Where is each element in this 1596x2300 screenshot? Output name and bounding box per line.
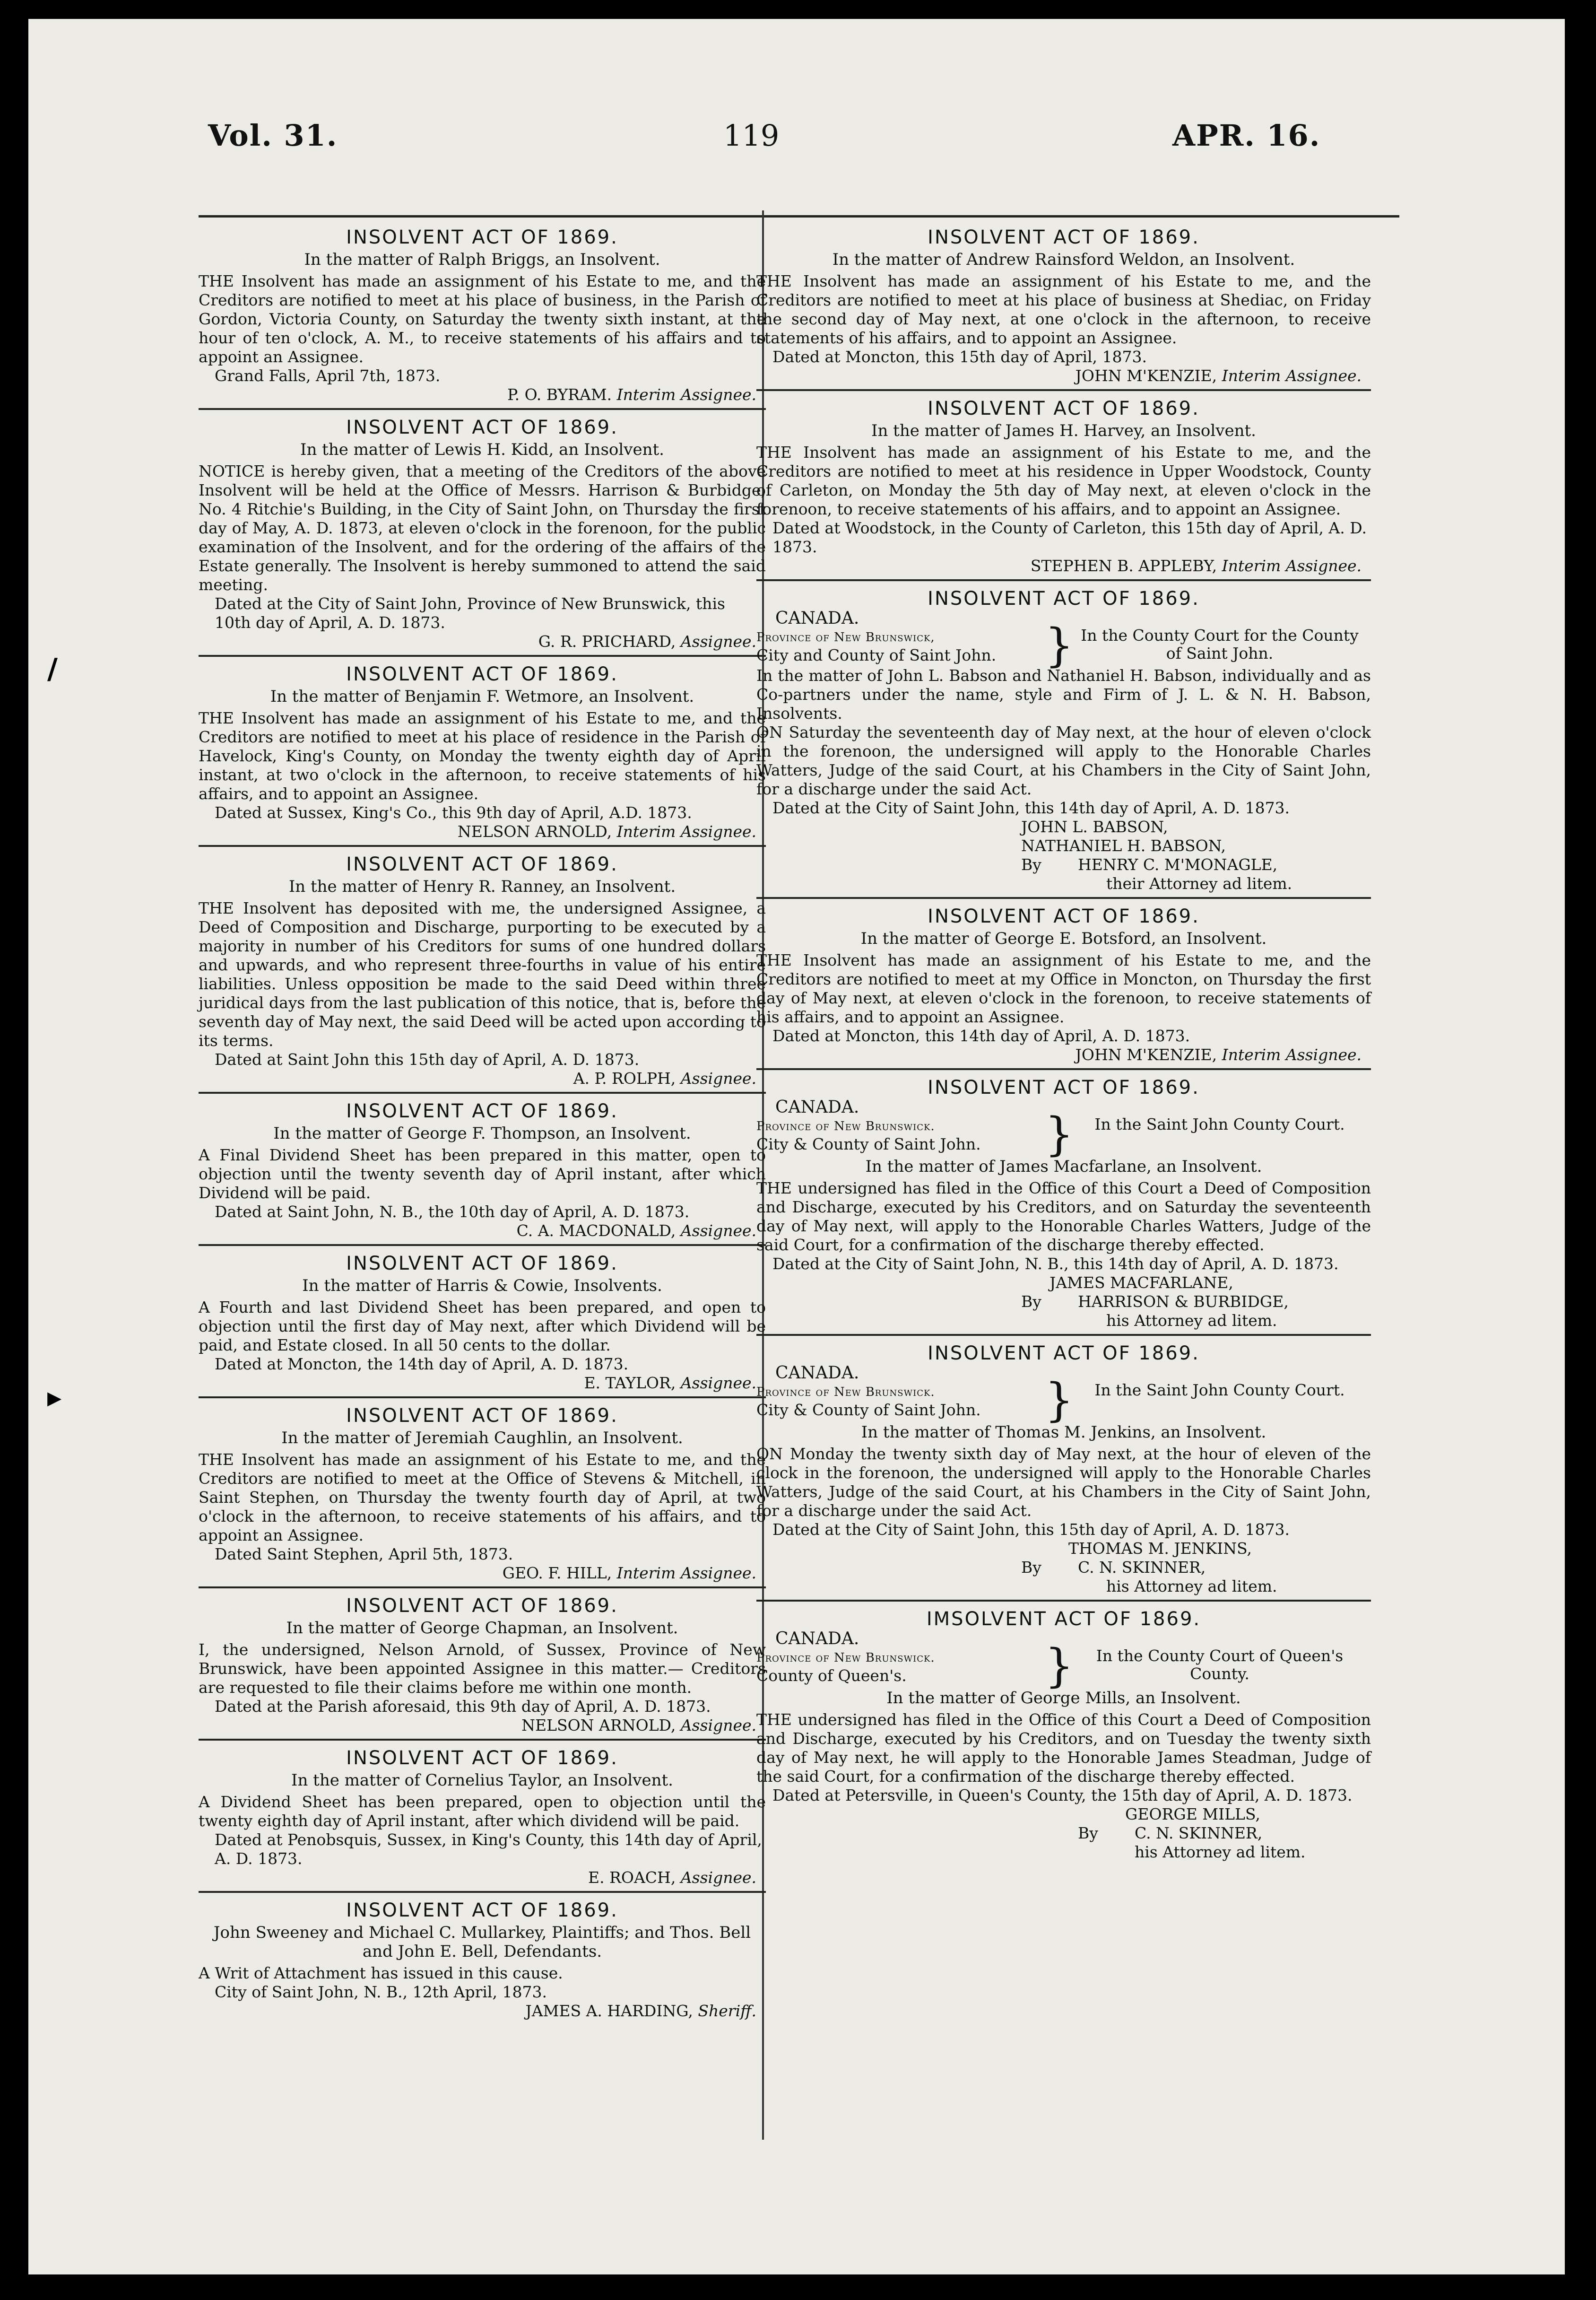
by-label: By (1078, 1824, 1098, 1842)
notice-matter: In the matter of Ralph Briggs, an Insolvent. (304, 250, 660, 269)
by-label: By (1021, 1292, 1041, 1311)
signer-role: Interim Assignee. (616, 385, 756, 404)
attorney-name: HARRISON & BURBIDGE, (1078, 1292, 1289, 1311)
notice-dated: Dated at the City of Saint John, Province of New Brunswick, this 10th day of April, A. D. 1873. (215, 594, 725, 632)
signer-role: Sheriff. (698, 2002, 756, 2020)
notice-dated: Dated Saint Stephen, April 5th, 1873. (215, 1545, 513, 1563)
signer-name: NATHANIEL H. BABSON, (1021, 836, 1226, 855)
notice-signature (199, 632, 766, 651)
signer-name: A. P. ROLPH, (573, 1069, 676, 1088)
signer-name: JAMES MACFARLANE, (1050, 1273, 1233, 1292)
signer-role: Assignee. (680, 1868, 756, 1887)
notice-body: A Dividend Sheet has been prepared, open to objection until the twenty eighth day of April instant, after which dividend will be paid. (199, 1793, 766, 1830)
notice-matter: In the matter of George Chapman, an Insolvent. (286, 1619, 678, 1638)
notice-matter: In the matter of Thomas M. Jenkins, an Insolvent. (861, 1423, 1266, 1442)
volume-number: Vol. 31. (208, 118, 338, 153)
notice-body: THE Insolvent has made an assignment of his Estate to me, and the Creditors are notified to meet at his place of business, in the Parish of Gordon, Victoria County, on Saturday the twenty sixth instant, at the hour of ten o'clock, A. M., to receive statements of his affairs and to appoint an Assignee. (199, 272, 766, 366)
notice-caughlin (199, 1398, 766, 1588)
notice-signature (756, 1045, 1371, 1064)
attorney-name: HENRY C. M'MONAGLE, (1078, 855, 1278, 874)
notice-dated: Dated at Moncton, this 15th day of April, 1873. (772, 348, 1147, 366)
notice-title: INSOLVENT ACT OF 1869. (346, 417, 618, 438)
notice-matter: In the matter of James Macfarlane, an Insolvent. (865, 1157, 1262, 1176)
notice-dated: Dated at Moncton, this 14th day of April, A. D. 1873. (772, 1027, 1190, 1045)
notice-dated: Dated at Sussex, King's Co., this 9th day of April, A.D. 1873. (215, 803, 692, 822)
notice-title: INSOLVENT ACT OF 1869. (346, 854, 618, 875)
notice-taylor (199, 1741, 766, 1893)
notice-dated: Dated at the City of Saint John, this 15th day of April, A. D. 1873. (772, 1520, 1290, 1539)
signer-name: THOMAS M. JENKINS, (1068, 1539, 1252, 1558)
signer-name: JOHN L. BABSON, (1021, 818, 1168, 836)
notice-dated: Grand Falls, April 7th, 1873. (215, 366, 441, 385)
notice-body: ON Saturday the seventeenth day of May next, at the hour of eleven o'clock in the forenoon, the undersigned will apply to the Honorable Charles Watters, Judge of the said Court, at his Chambers in the City of Saint John, for a discharge under the said Act. (756, 723, 1371, 798)
page-header (28, 109, 1565, 175)
notice-matter: In the matter of Jeremiah Caughlin, an Insolvent. (281, 1429, 683, 1447)
caption-court: In the County Court for the County of Saint John. (1081, 626, 1359, 662)
notice-body: THE undersigned has filed in the Office of this Court a Deed of Composition and Discharge, executed by his Creditors, and on Tuesday the twenty sixth day of May next, he will apply to the Honorable James Steadman, Judge of the said Court, for a confirmation of the discharge thereby effected. (756, 1710, 1371, 1786)
signer-role: Interim Assignee. (616, 1564, 756, 1582)
notice-title: INSOLVENT ACT OF 1869. (346, 663, 618, 685)
caption-city: City & County of Saint John. (756, 1135, 981, 1153)
notice-signature (756, 366, 1371, 385)
caption-court: In the Saint John County Court. (1094, 1381, 1345, 1399)
caption-city: City and County of Saint John. (756, 646, 997, 664)
notice-sweeney-attachment (199, 1893, 766, 2024)
margin-arrow-mark: ▸ (47, 1381, 62, 1414)
caption-city: City & County of Saint John. (756, 1401, 981, 1419)
notice-babson (756, 581, 1371, 899)
notice-wetmore (199, 657, 766, 847)
notice-body: THE Insolvent has made an assignment of his Estate to me, and the Creditors are notified to meet at the Office of Stevens & Mitchell, in Saint Stephen, on Thursday the twenty fourth day of April, at two o'clock in the afternoon, to receive statements of his affairs, and to appoint an Assignee. (199, 1450, 766, 1544)
signer-role: Assignee. (680, 1716, 756, 1734)
notice-title: INSOLVENT ACT OF 1869. (346, 1100, 618, 1122)
notice-matter: In the matter of Benjamin F. Wetmore, an Insolvent. (270, 687, 694, 706)
notice-matter: In the matter of Andrew Rainsford Weldon, an Insolvent. (832, 250, 1295, 269)
notice-matter: In the matter of Harris & Cowie, Insolvents. (302, 1276, 662, 1295)
notice-matter: John Sweeney and Michael C. Mullarkey, Plaintiffs; and Thos. Bell and John E. Bell, Defendants. (213, 1923, 751, 1961)
notice-dated: Dated at Moncton, the 14th day of April, A. D. 1873. (215, 1355, 629, 1373)
by-label: By (1021, 855, 1041, 874)
signer-name: STEPHEN B. APPLEBY, (1030, 557, 1217, 575)
attorney-role: his Attorney ad litem. (1135, 1843, 1306, 1861)
signer-role: Interim Assignee. (1222, 1045, 1362, 1064)
signer-name: JAMES A. HARDING, (525, 2002, 693, 2020)
notice-matter: In the matter of George F. Thompson, an Insolvent. (273, 1124, 691, 1143)
notice-signature (199, 1374, 766, 1393)
caption-court: In the Saint John County Court. (1094, 1115, 1345, 1133)
notice-signers (756, 1805, 1371, 1862)
signer-role: Interim Assignee. (1222, 366, 1362, 385)
notice-signature (199, 385, 766, 404)
court-caption (756, 1629, 1371, 1692)
notice-body: THE Insolvent has made an assignment of his Estate to me, and the Creditors are notified to meet at his place of residence in the Parish of Havelock, King's County, on Monday the twenty eighth day of April instant, at two o'clock in the afternoon, to receive statements of his affairs, and to appoint an Assignee. (199, 709, 766, 803)
caption-brace: } (1045, 1108, 1074, 1161)
notice-title: INSOLVENT ACT OF 1869. (346, 1595, 618, 1617)
notice-briggs (199, 220, 766, 410)
caption-canada: CANADA. (775, 609, 859, 628)
notice-title: INSOLVENT ACT OF 1869. (346, 1253, 618, 1274)
notice-body: NOTICE is hereby given, that a meeting of the Creditors of the above Insolvent will be held at the Office of Messrs. Harrison & Burbidge, No. 4 Ritchie's Building, in the City of Saint John, on Thursday the first day of May, A. D. 1873, at eleven o'clock in the forenoon, for the public examination of the Insolvent, and for the ordering of the affairs of the Estate generally. The Insolvent is hereby summoned to attend the said meeting. (199, 462, 766, 594)
issue-date: APR. 16. (1172, 118, 1321, 153)
signer-name: JOHN M'KENZIE, (1075, 366, 1217, 385)
page-number: 119 (723, 118, 780, 153)
notice-title: INSOLVENT ACT OF 1869. (928, 906, 1200, 927)
attorney-name: C. N. SKINNER, (1078, 1558, 1206, 1577)
notice-kidd (199, 410, 766, 657)
notice-signature (199, 2002, 766, 2021)
notice-body: ON Monday the twenty sixth day of May next, at the hour of eleven of the clock in the forenoon, the undersigned will apply to the Honorable Charles Watters, Judge of the said Court, at his Chambers in the City of Saint John, for a discharge under the said Act. (756, 1445, 1371, 1520)
signer-name: GEO. F. HILL, (502, 1564, 612, 1582)
signer-role: Interim Assignee. (616, 822, 756, 841)
signer-name: E. TAYLOR, (584, 1374, 676, 1392)
notice-body: THE Insolvent has made an assignment of his Estate to me, and the Creditors are notified to meet at his residence in Upper Woodstock, County of Carleton, on Monday the 5th day of May next, at eleven o'clock in the forenoon, to receive statements of his affairs, and to appoint an Assignee. (756, 443, 1371, 518)
notice-dated: Dated at the City of Saint John, this 14th day of April, A. D. 1873. (772, 799, 1290, 817)
notice-matter: In the matter of James H. Harvey, an Insolvent. (871, 421, 1256, 440)
notice-dated: Dated at the Parish aforesaid, this 9th day of April, A. D. 1873. (215, 1697, 711, 1716)
notice-matter: In the matter of John L. Babson and Nathaniel H. Babson, individually and as Co-partners under the name, style and Firm of J. L. & N. H. Babson, Insolvents. (756, 666, 1371, 723)
notice-mills (756, 1602, 1371, 1865)
court-caption (756, 1098, 1371, 1161)
notice-signature (199, 1868, 766, 1887)
caption-province: Province of New Brunswick. (756, 1119, 935, 1133)
notice-title: INSOLVENT ACT OF 1869. (928, 1342, 1200, 1364)
signer-name: G. R. PRICHARD, (538, 632, 676, 651)
notice-dated: Dated at Saint John, N. B., the 10th day of April, A. D. 1873. (215, 1202, 690, 1221)
signer-role: Assignee. (680, 1221, 756, 1240)
notice-dated: Dated at Saint John this 15th day of April, A. D. 1873. (215, 1050, 640, 1069)
notice-title: INSOLVENT ACT OF 1869. (346, 227, 618, 248)
notice-body: I, the undersigned, Nelson Arnold, of Sussex, Province of New Brunswick, have been appointed Assignee in this matter.— Creditors are requested to file their claims before me within one month. (199, 1640, 766, 1697)
notice-title: INSOLVENT ACT OF 1869. (346, 1747, 618, 1769)
notice-signature (199, 1221, 766, 1240)
caption-canada: CANADA. (775, 1363, 859, 1383)
notice-title: INSOLVENT ACT OF 1869. (928, 227, 1200, 248)
caption-canada: CANADA. (775, 1098, 859, 1117)
caption-brace: } (1045, 1374, 1074, 1427)
notice-body: THE Insolvent has made an assignment of his Estate to me, and the Creditors are notified to meet at his place of business at Shediac, on Friday the second day of May next, at one o'clock in the afternoon, to receive statements of his affairs, and to appoint an Assignee. (756, 272, 1371, 347)
caption-province: Province of New Brunswick. (756, 1651, 935, 1665)
notice-weldon (756, 220, 1371, 391)
signer-name: NELSON ARNOLD, (521, 1716, 676, 1734)
notice-harvey (756, 391, 1371, 581)
signer-name: C. A. MACDONALD, (516, 1221, 676, 1240)
left-column (199, 220, 766, 2024)
notice-signature (199, 822, 766, 841)
notice-chapman (199, 1588, 766, 1741)
court-caption (756, 609, 1371, 672)
attorney-line (1021, 1824, 1371, 1843)
notice-ranney (199, 847, 766, 1094)
notice-thompson (199, 1094, 766, 1246)
notice-matter: In the matter of Cornelius Taylor, an Insolvent. (291, 1771, 673, 1790)
court-caption (756, 1363, 1371, 1427)
notice-botsford (756, 899, 1371, 1070)
notice-title: INSOLVENT ACT OF 1869. (346, 1899, 618, 1921)
notice-body: A Writ of Attachment has issued in this cause. (199, 1964, 563, 1982)
notice-signers (756, 1539, 1371, 1596)
notice-title: INSOLVENT ACT OF 1869. (928, 1077, 1200, 1098)
notice-signature (199, 1069, 766, 1088)
attorney-line (1021, 1292, 1371, 1311)
notice-signers (756, 1273, 1371, 1330)
notice-title: INSOLVENT ACT OF 1869. (346, 1405, 618, 1427)
signer-name: JOHN M'KENZIE, (1075, 1045, 1217, 1064)
attorney-line (1021, 1558, 1371, 1577)
attorney-name: C. N. SKINNER, (1135, 1824, 1263, 1842)
signer-role: Interim Assignee. (1222, 557, 1362, 575)
notice-jenkins (756, 1336, 1371, 1602)
notice-signature (756, 557, 1371, 575)
margin-mark: / (47, 653, 58, 686)
notice-dated: City of Saint John, N. B., 12th April, 1873. (215, 1983, 547, 2001)
gazette-page (28, 19, 1565, 2274)
signer-name: E. ROACH, (588, 1868, 676, 1887)
notice-body: THE undersigned has filed in the Office of this Court a Deed of Composition and Discharge, executed by his Creditors, and on Saturday the seventeenth day of May next, will apply to the Honorable Charles Watters, Judge of the said Court, for a confirmation of the discharge thereby effected. (756, 1179, 1371, 1254)
notice-signature (199, 1564, 766, 1583)
notice-body: A Fourth and last Dividend Sheet has been prepared, and open to objection until the first day of May next, after which Dividend will be paid, and Estate closed. In all 50 cents to the dollar. (199, 1298, 766, 1354)
notice-dated: Dated at Petersville, in Queen's County, the 15th day of April, A. D. 1873. (772, 1786, 1353, 1804)
by-label: By (1021, 1558, 1041, 1577)
notice-dated: Dated at the City of Saint John, N. B., this 14th day of April, A. D. 1873. (772, 1255, 1339, 1273)
signer-name: P. O. BYRAM. (507, 385, 612, 404)
attorney-role: his Attorney ad litem. (1106, 1311, 1277, 1330)
notice-body: THE Insolvent has made an assignment of his Estate to me, and the Creditors are notified to meet at my Office in Moncton, on Thursday the first day of May next, at eleven o'clock in the forenoon, to receive statements of his affairs, and to appoint an Assignee. (756, 951, 1371, 1026)
notice-matter: In the matter of Henry R. Ranney, an Insolvent. (288, 877, 676, 896)
notice-macfarlane (756, 1070, 1371, 1336)
notice-signers (756, 818, 1371, 893)
attorney-role: his Attorney ad litem. (1106, 1577, 1277, 1595)
caption-court: In the County Court of Queen's County. (1096, 1647, 1344, 1683)
signer-name: NELSON ARNOLD, (457, 822, 612, 841)
right-column (756, 220, 1371, 1865)
header-rule (199, 215, 1399, 218)
notice-body: THE Insolvent has deposited with me, the undersigned Assignee, a Deed of Composition and Discharge, purporting to be executed by a majority in number of his Creditors for sums of one hundred dollars and upwards, and who represent three-fourths in value of his entire liabilities. Unless opposition be made to the said Deed within three juridical days from the last publication of this notice, that is, before the seventh day of May next, the said Deed will be acted upon according to its terms. (199, 899, 766, 1050)
notice-title: INSOLVENT ACT OF 1869. (928, 398, 1200, 419)
attorney-line (1021, 855, 1371, 874)
notice-dated: Dated at Penobsquis, Sussex, in King's County, this 14th day of April, A. D. 1873. (215, 1830, 762, 1868)
signer-role: Assignee. (680, 1374, 756, 1392)
caption-canada: CANADA. (775, 1629, 859, 1648)
notice-matter: In the matter of Lewis H. Kidd, an Insolvent. (300, 440, 664, 459)
caption-province: Province of New Brunswick. (756, 1385, 935, 1399)
notice-matter: In the matter of George E. Botsford, an Insolvent. (860, 929, 1267, 948)
notice-title: IMSOLVENT ACT OF 1869. (926, 1608, 1201, 1630)
notice-body: A Final Dividend Sheet has been prepared in this matter, open to objection until the twenty seventh day of April instant, after which Dividend will be paid. (199, 1146, 766, 1202)
notice-title: INSOLVENT ACT OF 1869. (928, 588, 1200, 610)
signer-role: Assignee. (680, 632, 756, 651)
attorney-role: their Attorney ad litem. (1106, 874, 1292, 893)
notice-matter: In the matter of George Mills, an Insolvent. (886, 1689, 1241, 1708)
caption-province: Province of New Brunswick, (756, 630, 935, 645)
caption-city: County of Queen's. (756, 1666, 907, 1685)
caption-brace: } (1045, 619, 1074, 672)
caption-brace: } (1045, 1639, 1074, 1692)
notice-harris-cowie (199, 1246, 766, 1398)
signer-name: GEORGE MILLS, (1125, 1805, 1260, 1823)
signer-role: Assignee. (680, 1069, 756, 1088)
notice-dated: Dated at Woodstock, in the County of Carleton, this 15th day of April, A. D. 1873. (772, 519, 1367, 556)
notice-signature (199, 1716, 766, 1735)
